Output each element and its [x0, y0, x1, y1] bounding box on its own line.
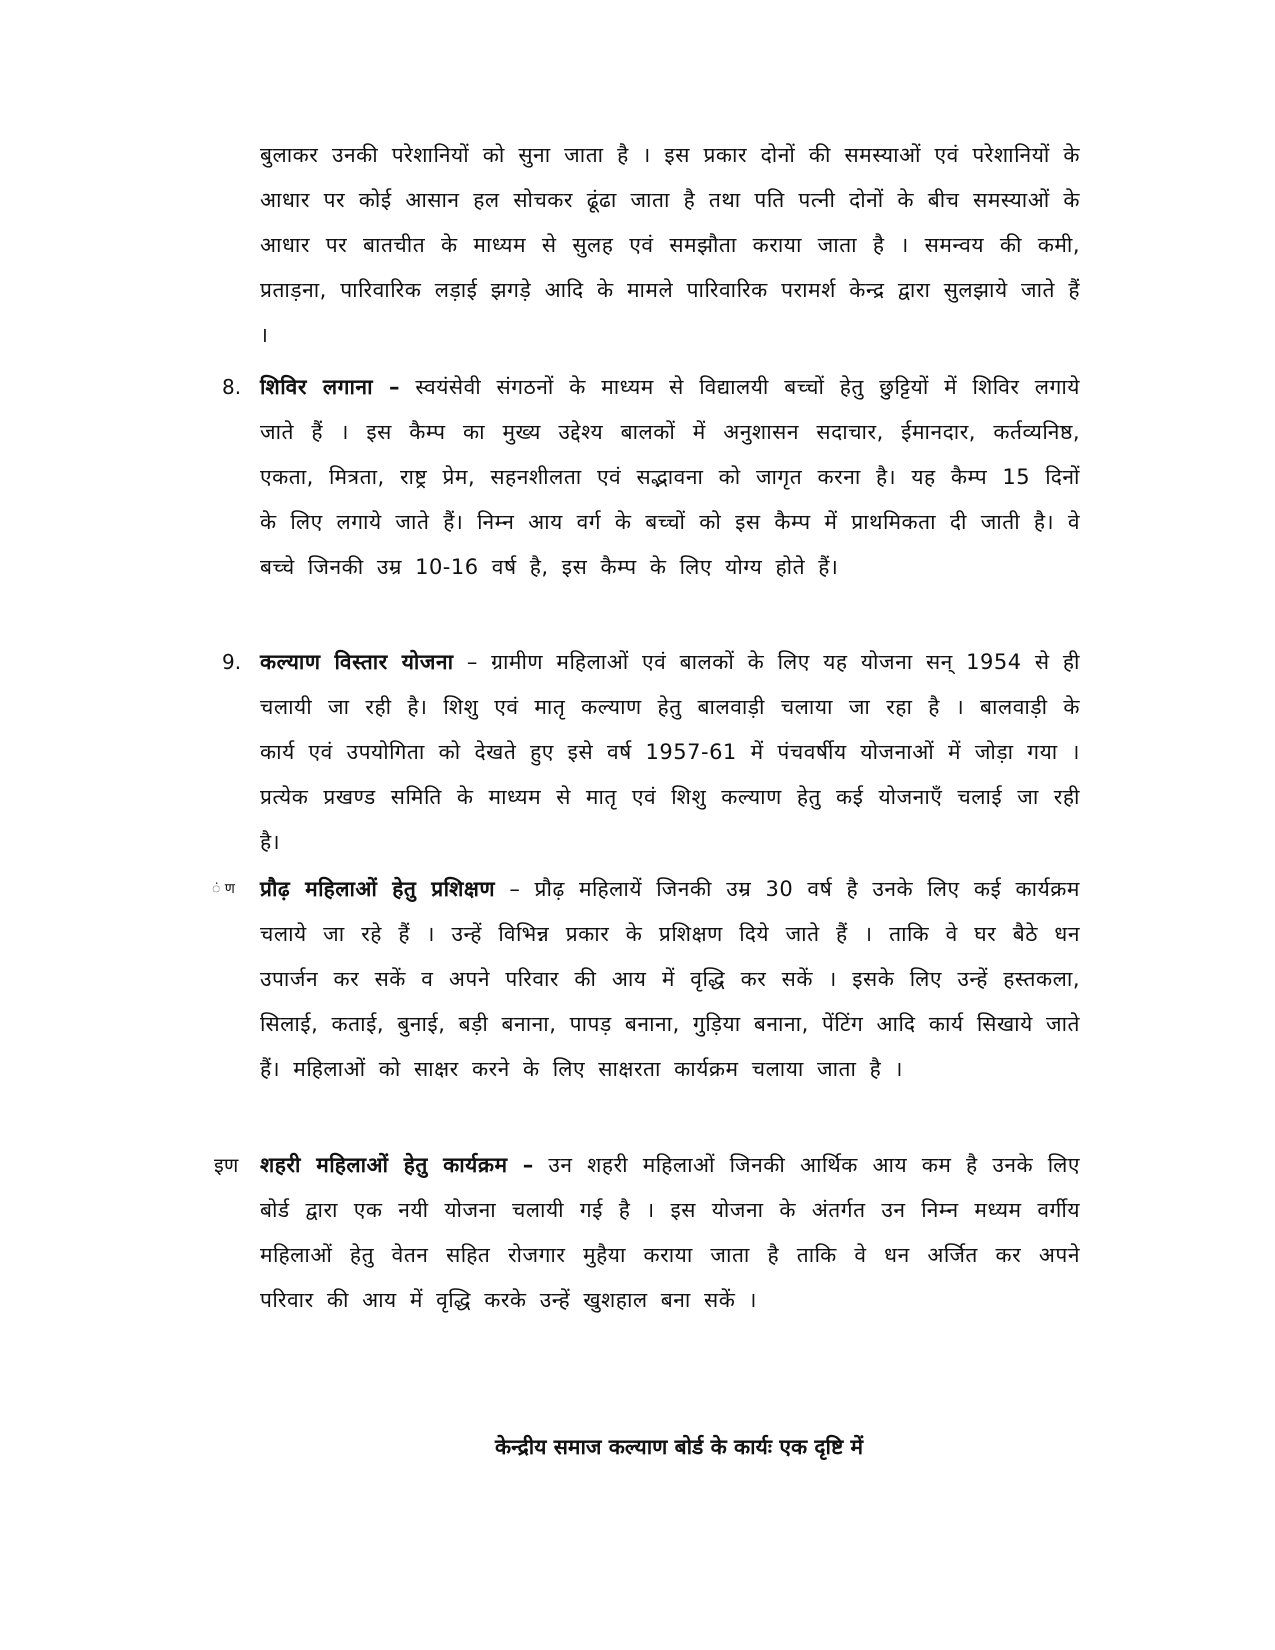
item-number: 9.	[222, 650, 242, 674]
item-title: शहरी महिलाओं हेतु कार्यक्रम –	[260, 1153, 534, 1177]
intro-paragraph: बुलाकर उनकी परेशानियों को सुना जाता है । इस प्रकार दोनों की समस्याओं एवं परेशानियों के आधार पर कोई आसान हल सोचकर ढूंढा जाता है तथा पति पत्नी दोनों के बीच समस्याओं के आधार पर बातचीत के माध्यम से सुलह एवं समझौता कराया जाता है । समन्वय की कमी, प्रताड़ना, पारिवारिक लड़ाई झगड़े आदि के मामले पारिवारिक परामर्श केन्द्र द्वारा सुलझाये जाते हैं ।	[260, 143, 1080, 347]
item-text: उन शहरी महिलाओं जिनकी आर्थिक आय कम है उनके लिए बोर्ड द्वारा एक नयी योजना चलायी गई है । इस योजना के अंतर्गत उन निम्न मध्यम वर्गीय महिलाओं हेतु वेतन सहित रोजगार मुहैया कराया जाता है ताकि वे धन अर्जित कर अपने परिवार की आय में वृद्धि करके उन्हें खुशहाल बना सकें ।	[260, 1153, 1081, 1312]
item-title: प्रौढ़ महिलाओं हेतु प्रशिक्षण	[260, 877, 496, 901]
list-item	[260, 640, 1080, 865]
list-item	[260, 1143, 1080, 1323]
item-number: इण	[214, 1153, 239, 1177]
item-number: ं ण	[212, 881, 235, 897]
item-text: – प्रौढ़ महिलायें जिनकी उम्र 30 वर्ष है उनके लिए कई कार्यक्रम चलाये जा रहे हैं । उन्हें विभिन्न प्रकार के प्रशिक्षण दिये जाते हैं । ताकि वे घर बैठे धन उपार्जन कर सकें व अपने परिवार की आय में वृद्धि कर सकें । इसके लिए उन्हें हस्तकला, सिलाई, कताई, बुनाई, बड़ी बनाना, पापड़ बनाना, गुड़िया बनाना, पेंटिंग आदि कार्य सिखाये जाते हैं। महिलाओं को साक्षर करने के लिए साक्षरता कार्यक्रम चलाया जाता है ।	[260, 877, 1080, 1081]
item-number: 8.	[222, 375, 242, 399]
list-item	[260, 365, 1080, 590]
section-heading: केन्द्रीय समाज कल्याण बोर्ड के कार्यः एक दृष्टि में	[495, 1435, 864, 1459]
item-text: स्वयंसेवी संगठनों के माध्यम से विद्यालयी बच्चों हेतु छुट्टियों में शिविर लगाये जाते हैं । इस कैम्प का मुख्य उद्देश्य बालकों में अनुशासन सदाचार, ईमानदार, कर्तव्यनिष्ठ, एकता, मित्रता, राष्ट्र प्रेम, सहनशीलता एवं सद्भावना को जागृत करना है। यह कैम्प 15 दिनों के लिए लगाये जाते हैं। निम्न आय वर्ग के बच्चों को इस कैम्प में प्राथमिकता दी जाती है। वे बच्चे जिनकी उम्र 10-16 वर्ष है, इस कैम्प के लिए योग्य होते हैं।	[260, 375, 1080, 579]
item-text: – ग्रामीण महिलाओं एवं बालकों के लिए यह योजना सन् 1954 से ही चलायी जा रही है। शिशु एवं मातृ कल्याण हेतु बालवाड़ी चलाया जा रहा है । बालवाड़ी के कार्य एवं उपयोगिता को देखते हुए इसे वर्ष 1957-61 में पंचवर्षीय योजनाओं में जोड़ा गया । प्रत्येक प्रखण्ड समिति के माध्यम से मातृ एवं शिशु कल्याण हेतु कई योजनाएँ चलाई जा रही है।	[260, 650, 1080, 854]
list-item	[260, 867, 1080, 1092]
item-title: शिविर लगाना –	[260, 375, 400, 399]
item-title: कल्याण विस्तार योजना	[260, 650, 454, 674]
